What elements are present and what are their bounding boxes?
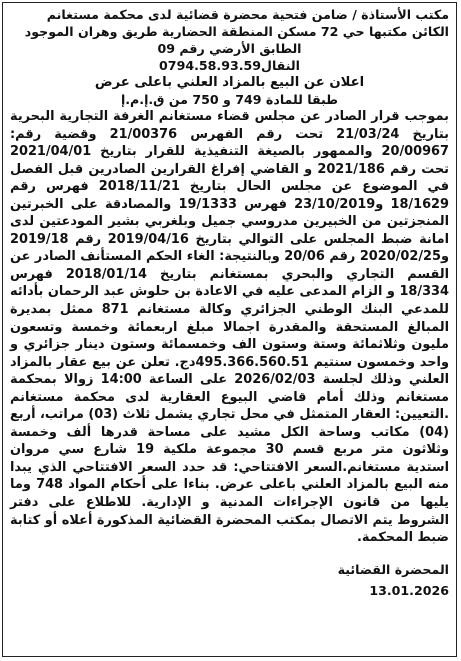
- office-line-2: الكائن مكتبها حي 72 مسكن المنطقة الحضارية طريق وهران الموجود: [24, 24, 449, 39]
- notice-articles: طبقا للمادة 749 و 750 من ق.إ.م.إ: [120, 92, 339, 107]
- office-line-3: الطابق الأرضي رقم 09: [157, 41, 302, 56]
- office-line-1: مكتب الأستاذة / ضامن فتحية محضرة قضائية لدى محكمة مستغانم: [46, 7, 449, 22]
- notice-title: اعلان عن البيع بالمزاد العلني باعلى عرض: [94, 75, 365, 90]
- notice-date: 13.01.2026: [369, 582, 449, 598]
- notice-frame: [2, 2, 457, 657]
- notice-body: بموجب قرار الصادر عن مجلس قضاء مستغانم الغرفة التجارية البحرية بتاريخ 21/03/24 تحت رقم الفهرس 21/00376 وقضية رقم: 20/00967 والممهور بالصيغة التنفيذية للقرار بتاريخ 2021/04/01 تحت رقم 2021/186 و القاضي إفراغ القرارين الصادرين قبل الفصل في الموضوع عن مجلس الحال بتاريخ 2018/11/21 فهرس رقم 18/1629 و23/10/2019 فهرس 19/1333 والمصادقة على الخبرتين المنجزتين من الخبيرين مدروسي جميل وبلغربي بشير المودعتين لدى امانة ضبط المجلس على التوالي بتاريخ 2019/04/16 رقم 2019/18 و2020/02/25 رقم 20/06 وبالنتيجة: الغاء الحكم المستأنف الصادر عن القسم التجاري والبحري بمستغانم بتاريخ 2018/01/14 فهرس 18/334 و الزام المدعى عليه في الاعادة بن حلوش عبد الرحمان بأدائه للمدعي البنك الوطني الجزائري وكالة مستغانم 871 ممثل بمديرة المبالغ المستحقة والمقدرة اجمالا مبلغ اربعمائة وخمسة وتسعون مليون وثلاثمائة وستة وستون الف وخمسمائة وستون دينار جزائري و واحد وخمسون سنتيم 495.366.560.51دج. تعلن عن بيع عقار بالمزاد العلني وذلك لجلسة 2026/02/03 على الساعة 14:00 زوالا بمحكمة مستغانم وذلك أمام قاضي البيوع العقارية لدى محكمة مستغانم .التعيين: العقار المتمثل في محل تجاري يشمل ثلاث (03) مراتب، أربع (04) مكاتب وساحة الكل مشيد على مساحة قدرها ألف وخمسة وثلاثون متر مربع قسم 30 مجموعة ملكية 19 شارع سي مروان استدية مستغانم.السعر الافتتاحي: قد حدد السعر الافتتاحي الذي يبدا منه البيع بالمزاد العلني باعلى عرض. بناءا على أحكام المواد 748 وما يليها من قانون الإجراءات المدنية و الإدارية. للاطلاع على دفتر الشروط يتم الاتصال بمكتب المحضرة القضائية المذكورة أعلاه أو كتابة ضبط المحكمة.: [10, 109, 450, 546]
- signature-label: المحضرة القضائية: [337, 561, 449, 577]
- notice-content: [3, 3, 456, 599]
- office-phone: النقال0794.58.93.59: [159, 58, 300, 73]
